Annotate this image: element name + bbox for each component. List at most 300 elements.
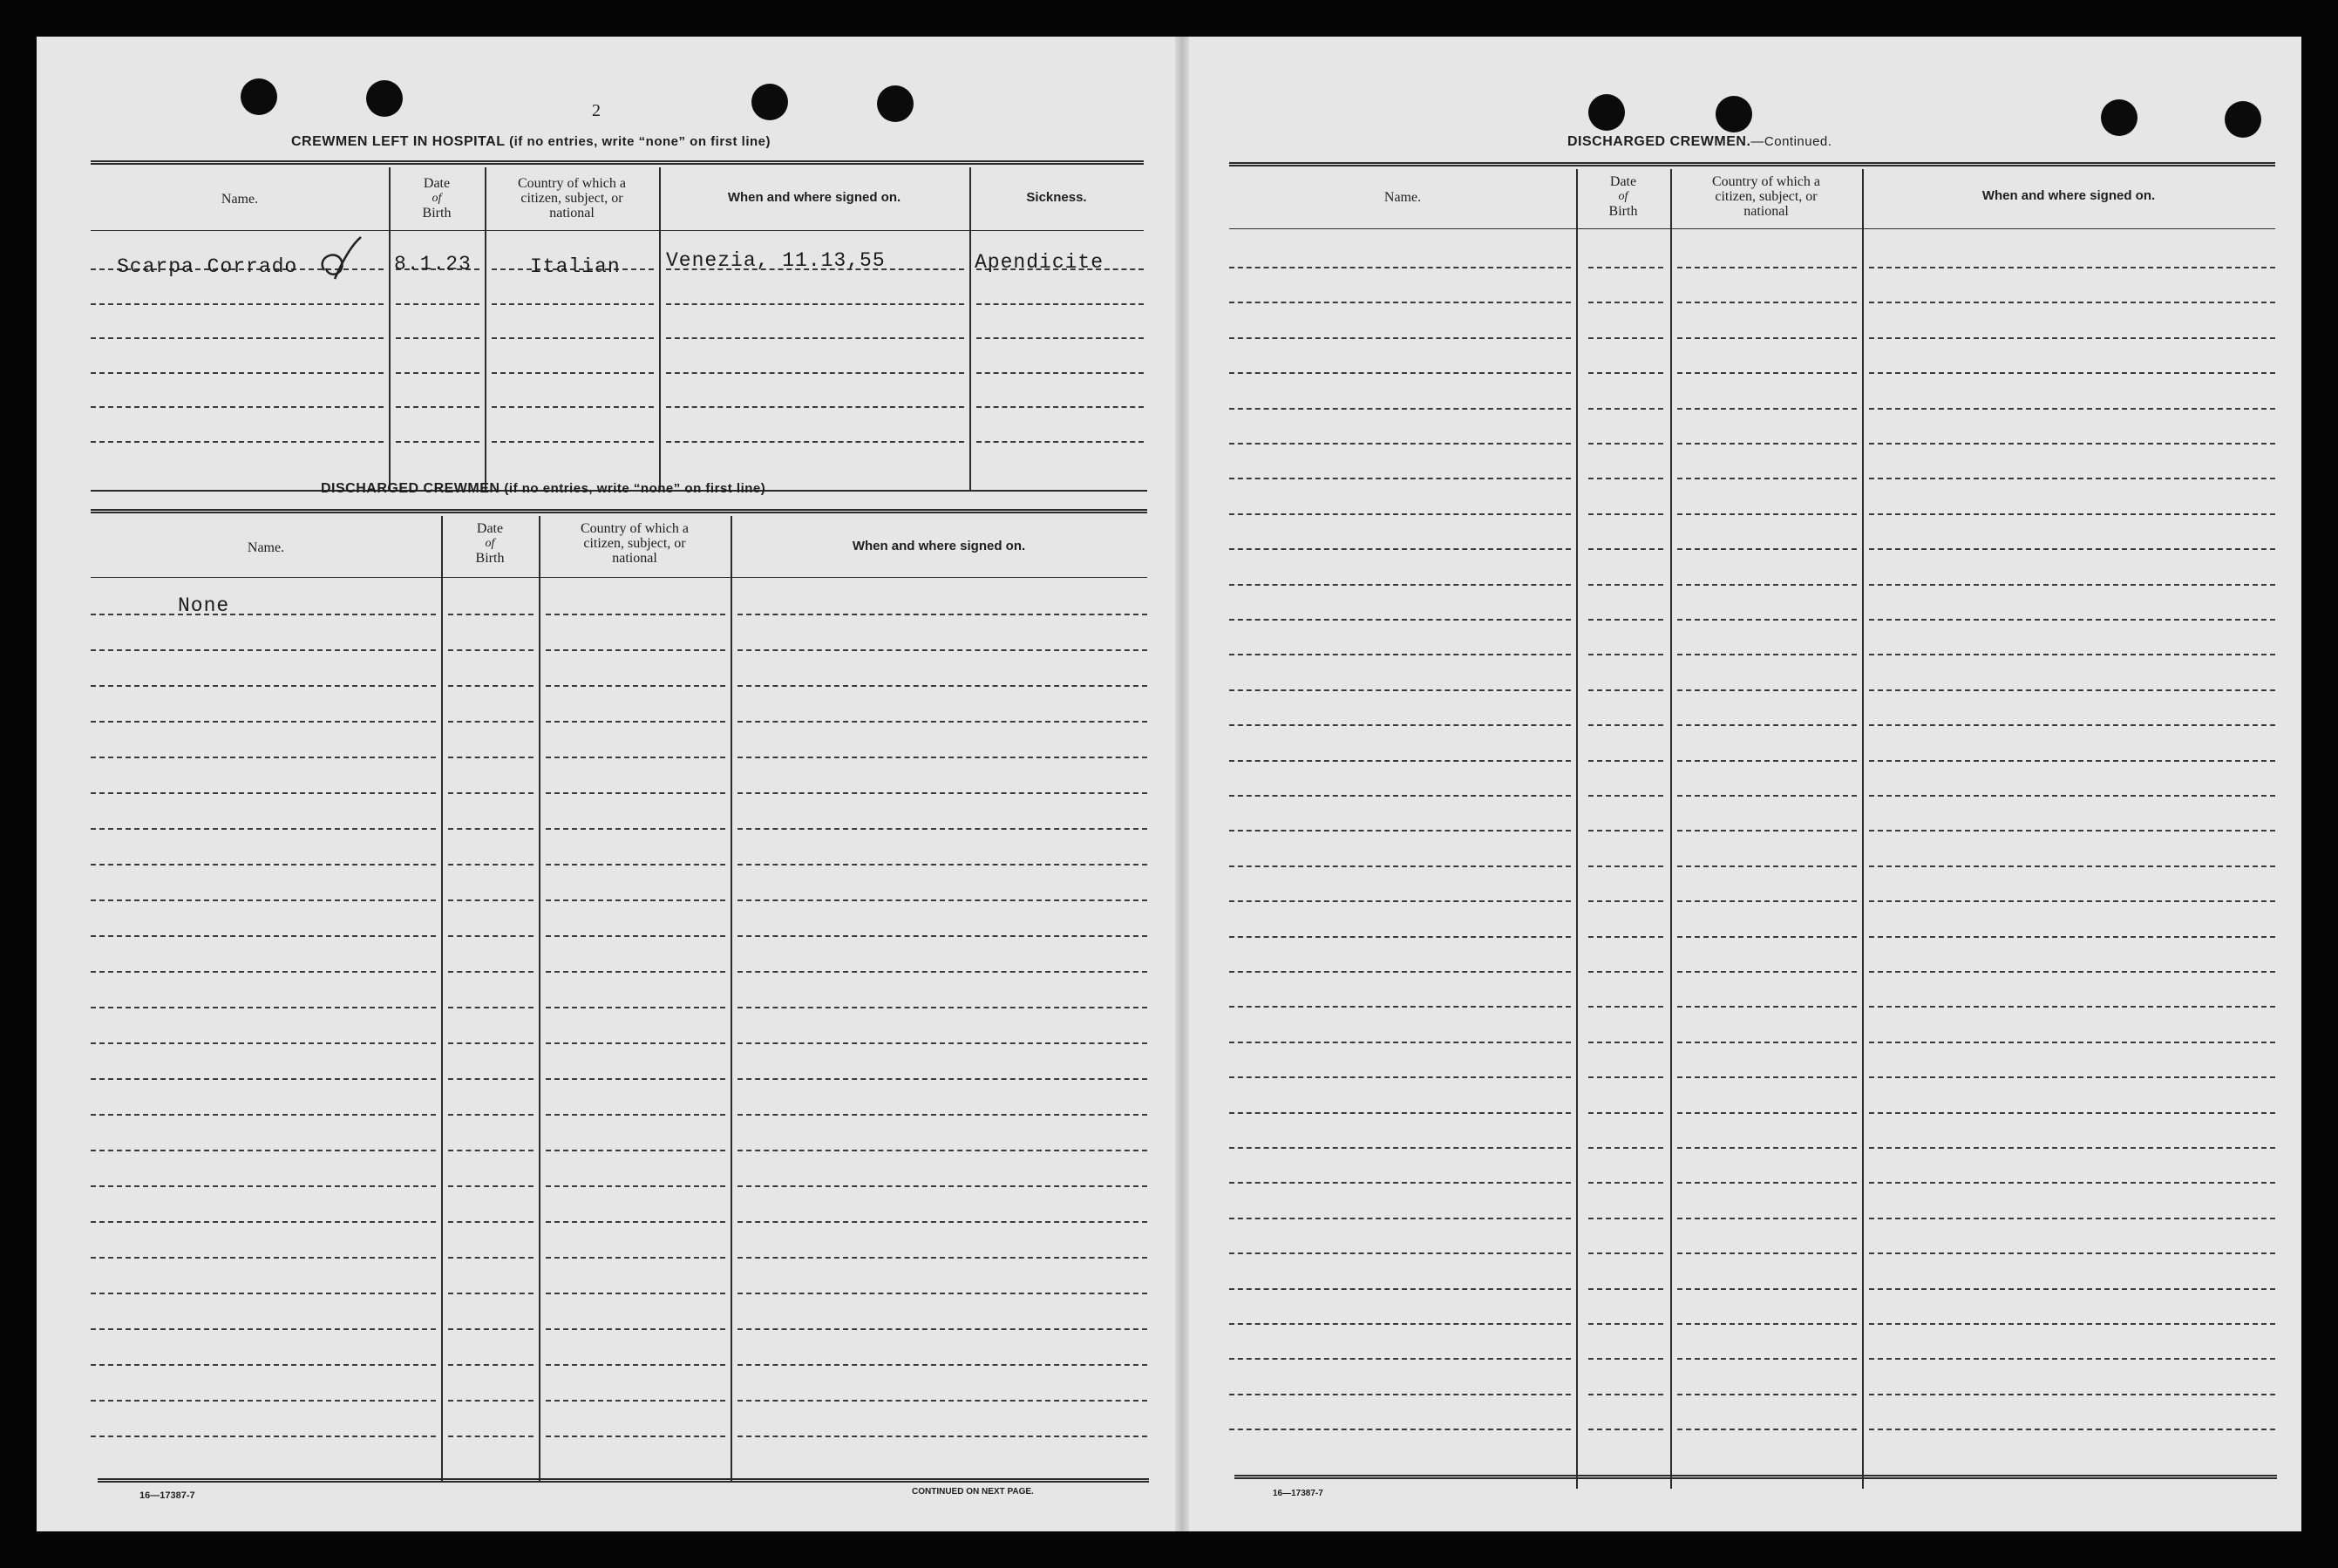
- dotted-line: [1588, 478, 1663, 479]
- dotted-line: [1677, 1112, 1857, 1114]
- dotted-line: [91, 1436, 436, 1437]
- dotted-line: [1229, 689, 1571, 691]
- dotted-line: [546, 792, 725, 794]
- dotted-line: [1869, 1182, 2275, 1184]
- dotted-line: [1229, 760, 1571, 762]
- dotted-line: [492, 372, 654, 374]
- dotted-line: [737, 757, 1147, 758]
- dotted-line: [1588, 1006, 1663, 1008]
- dotted-line: [546, 1114, 725, 1116]
- dotted-line: [1869, 1429, 2275, 1430]
- dotted-line: [1229, 865, 1571, 867]
- dotted-line: [546, 971, 725, 973]
- dotted-line: [91, 1078, 436, 1080]
- dotted-line: [1869, 795, 2275, 797]
- dotted-line: [546, 1436, 725, 1437]
- dotted-line: [737, 1042, 1147, 1044]
- dotted-line: [1869, 865, 2275, 867]
- dotted-line: [1229, 900, 1571, 902]
- dotted-line: [448, 1185, 534, 1187]
- dotted-line: [1229, 971, 1571, 973]
- dotted-line: [1869, 337, 2275, 339]
- dotted-line: [1229, 1429, 1571, 1430]
- punch-hole: [366, 80, 403, 117]
- dotted-line: [91, 441, 384, 443]
- dotted-line: [396, 406, 479, 408]
- right-title-continued: —Continued.: [1750, 134, 1832, 149]
- dotted-line: [1588, 513, 1663, 515]
- dotted-line: [1588, 724, 1663, 726]
- dotted-line: [1869, 830, 2275, 832]
- dotted-line: [1677, 1394, 1857, 1395]
- dotted-line: [91, 303, 384, 305]
- dotted-line: [1677, 1147, 1857, 1149]
- dotted-line: [1229, 1288, 1571, 1290]
- dotted-line: [1229, 1358, 1571, 1360]
- discharged-col-divider: [441, 516, 443, 1482]
- dotted-line: [546, 1150, 725, 1151]
- dotted-line: [666, 372, 964, 374]
- dotted-line: [448, 1007, 534, 1008]
- right-title-text: DISCHARGED CREWMEN.: [1567, 134, 1751, 149]
- country-line-3: national: [612, 551, 657, 566]
- dotted-line: [91, 935, 436, 937]
- dotted-line: [448, 685, 534, 687]
- dotted-line: [737, 899, 1147, 901]
- right-header-when-where: When and where signed on.: [1981, 188, 2156, 203]
- dotted-line: [1229, 654, 1571, 655]
- discharged-header-dob: [441, 521, 539, 566]
- dotted-line: [737, 935, 1147, 937]
- dotted-line: [1869, 760, 2275, 762]
- dotted-line: [492, 303, 654, 305]
- dotted-line: [1229, 1182, 1571, 1184]
- dotted-line: [448, 757, 534, 758]
- dotted-line: [448, 1150, 534, 1151]
- country-line-2: citizen, subject, or: [583, 536, 686, 551]
- right-col-divider: [1862, 169, 1864, 1489]
- dotted-line: [1588, 865, 1663, 867]
- punch-hole: [2101, 99, 2138, 136]
- country-line-3: national: [549, 206, 595, 221]
- hospital-header-name: Name.: [221, 192, 259, 207]
- dotted-line: [1588, 619, 1663, 621]
- dotted-line: [448, 828, 534, 830]
- dotted-line: [737, 1364, 1147, 1366]
- dotted-line: [1588, 795, 1663, 797]
- discharged-header-bottom-rule: [91, 577, 1147, 578]
- document-sheet: [37, 37, 2301, 1531]
- dotted-line: [546, 899, 725, 901]
- dotted-line: [1869, 1076, 2275, 1078]
- right-col-divider: [1670, 169, 1672, 1489]
- dob-line-1: Date: [476, 521, 504, 536]
- dotted-line: [1869, 1112, 2275, 1114]
- dotted-line: [737, 721, 1147, 723]
- dotted-line: [1869, 513, 2275, 515]
- dotted-line: [448, 792, 534, 794]
- dotted-line: [737, 1400, 1147, 1402]
- dotted-line: [1229, 478, 1571, 479]
- dotted-line: [1229, 302, 1571, 303]
- dotted-line: [448, 649, 534, 651]
- right-page-bottom-rule: [1234, 1475, 2277, 1479]
- dotted-line: [91, 757, 436, 758]
- dotted-line: [1588, 900, 1663, 902]
- dotted-line: [1588, 689, 1663, 691]
- discharged-header-country: [539, 521, 731, 566]
- dotted-line: [1229, 1218, 1571, 1219]
- dotted-line: [666, 337, 964, 339]
- dotted-line: [448, 864, 534, 865]
- dob-line-1: Date: [1609, 174, 1637, 189]
- dotted-line: [91, 1042, 436, 1044]
- dotted-line: [737, 685, 1147, 687]
- dotted-line: [1588, 1042, 1663, 1043]
- dotted-line: [1869, 619, 2275, 621]
- dotted-line: [1869, 654, 2275, 655]
- dotted-line: [91, 864, 436, 865]
- dotted-line: [492, 337, 654, 339]
- dotted-line: [91, 1114, 436, 1116]
- country-line-1: Country of which a: [581, 521, 689, 536]
- right-header-bottom-rule: [1229, 228, 2275, 229]
- dotted-line: [1677, 619, 1857, 621]
- dotted-line: [1869, 1042, 2275, 1043]
- dotted-line: [546, 721, 725, 723]
- dotted-line: [666, 303, 964, 305]
- dotted-line: [546, 1078, 725, 1080]
- hospital-col-divider: [969, 167, 971, 492]
- dotted-line: [1869, 1252, 2275, 1254]
- dotted-line: [1677, 1358, 1857, 1360]
- dotted-line: [737, 1257, 1147, 1259]
- dotted-line: [1229, 1076, 1571, 1078]
- discharged-table-top-rule: [91, 509, 1147, 513]
- dotted-line: [91, 1400, 436, 1402]
- hospital-title-note: (if no entries, write “none” on first line): [509, 134, 771, 149]
- left-footer-form-number: 16—17387-7: [139, 1490, 195, 1501]
- dotted-line: [1229, 936, 1571, 938]
- dotted-line: [546, 828, 725, 830]
- dotted-line: [1677, 478, 1857, 479]
- dotted-line: [546, 614, 725, 615]
- dotted-line: [1229, 372, 1571, 374]
- dotted-line: [737, 649, 1147, 651]
- dotted-line: [1869, 584, 2275, 586]
- dob-line-3: Birth: [422, 206, 452, 221]
- dotted-line: [1588, 302, 1663, 303]
- dotted-line: [1588, 1323, 1663, 1325]
- dotted-line: [1677, 1323, 1857, 1325]
- dotted-line: [546, 1042, 725, 1044]
- right-header-dob: [1576, 174, 1670, 219]
- dotted-line: [1677, 1288, 1857, 1290]
- dotted-line: [546, 1293, 725, 1294]
- dotted-line: [737, 1114, 1147, 1116]
- dotted-line: [1677, 548, 1857, 550]
- dotted-line: [737, 1150, 1147, 1151]
- dotted-line: [1677, 900, 1857, 902]
- dob-line-3: Birth: [475, 551, 505, 566]
- dotted-line: [492, 441, 654, 443]
- hospital-header-when-where: When and where signed on.: [727, 190, 901, 205]
- dotted-line: [1869, 971, 2275, 973]
- punch-hole: [751, 84, 788, 120]
- dotted-line: [448, 1328, 534, 1330]
- dotted-line: [1588, 1112, 1663, 1114]
- dotted-line: [976, 337, 1144, 339]
- punch-hole: [2225, 101, 2261, 138]
- dotted-line: [1229, 337, 1571, 339]
- dotted-line: [1229, 584, 1571, 586]
- discharged-section-title: [321, 481, 765, 497]
- hospital-header-dob: [389, 176, 485, 221]
- dotted-line: [1677, 760, 1857, 762]
- dotted-line: [91, 1221, 436, 1223]
- punch-hole: [1588, 94, 1625, 131]
- dotted-line: [1677, 1429, 1857, 1430]
- dotted-line: [492, 406, 654, 408]
- dotted-line: [666, 406, 964, 408]
- dotted-line: [1229, 267, 1571, 268]
- country-line-1: Country of which a: [518, 176, 626, 191]
- hospital-table-top-rule: [91, 160, 1144, 165]
- dotted-line: [1677, 795, 1857, 797]
- dotted-line: [1588, 1429, 1663, 1430]
- dotted-line: [546, 935, 725, 937]
- dotted-line: [1229, 1394, 1571, 1395]
- dotted-line: [1677, 337, 1857, 339]
- dotted-line: [1869, 1323, 2275, 1325]
- dotted-line: [737, 1328, 1147, 1330]
- punch-hole: [877, 85, 914, 122]
- right-section-title: [1567, 134, 1832, 150]
- hospital-section-title: [291, 134, 771, 150]
- page-fold: [1175, 37, 1189, 1531]
- right-header-country: [1670, 174, 1862, 219]
- dotted-line: [737, 792, 1147, 794]
- dotted-line: [1588, 971, 1663, 973]
- country-line-1: Country of which a: [1712, 174, 1820, 189]
- right-col-divider: [1576, 169, 1578, 1489]
- dotted-line: [448, 935, 534, 937]
- dotted-line: [546, 1328, 725, 1330]
- dob-line-2: of: [1618, 190, 1628, 203]
- dotted-line: [91, 1293, 436, 1294]
- dotted-line: [1677, 1076, 1857, 1078]
- dotted-line: [737, 1078, 1147, 1080]
- dotted-line: [91, 406, 384, 408]
- dotted-line: [448, 1078, 534, 1080]
- dotted-line: [1869, 689, 2275, 691]
- dotted-line: [448, 971, 534, 973]
- hospital-header-country: [485, 176, 659, 221]
- dotted-line: [1677, 372, 1857, 374]
- dotted-line: [91, 828, 436, 830]
- dotted-line: [1869, 1006, 2275, 1008]
- dotted-line: [91, 1150, 436, 1151]
- dotted-line: [1677, 936, 1857, 938]
- dotted-line: [546, 864, 725, 865]
- dotted-line: [448, 1436, 534, 1437]
- dotted-line: [546, 649, 725, 651]
- dotted-line: [1869, 372, 2275, 374]
- dotted-line: [1588, 1252, 1663, 1254]
- dotted-line: [546, 685, 725, 687]
- dotted-line: [91, 685, 436, 687]
- right-header-name: Name.: [1383, 190, 1422, 205]
- dotted-line: [546, 1257, 725, 1259]
- dotted-line: [1677, 1006, 1857, 1008]
- dotted-line: [976, 406, 1144, 408]
- dotted-line: [546, 1400, 725, 1402]
- dotted-line: [1677, 1218, 1857, 1219]
- dotted-line: [1677, 408, 1857, 410]
- dotted-line: [1677, 513, 1857, 515]
- dotted-line: [1229, 548, 1571, 550]
- dotted-line: [448, 1293, 534, 1294]
- dotted-line: [448, 1257, 534, 1259]
- dotted-line: [546, 1185, 725, 1187]
- dotted-line: [1588, 443, 1663, 445]
- hospital-entry-sickness: Apendicite: [975, 251, 1104, 274]
- dotted-line: [1229, 1323, 1571, 1325]
- hospital-header-bottom-rule: [91, 230, 1144, 231]
- dotted-line: [1677, 1042, 1857, 1043]
- dotted-line: [1677, 971, 1857, 973]
- punch-hole: [1716, 96, 1752, 132]
- dotted-line: [1588, 760, 1663, 762]
- dotted-line: [1869, 1147, 2275, 1149]
- dotted-line: [91, 721, 436, 723]
- dotted-line: [737, 614, 1147, 615]
- dotted-line: [1869, 936, 2275, 938]
- dotted-line: [737, 971, 1147, 973]
- dotted-line: [1677, 865, 1857, 867]
- dotted-line: [1677, 443, 1857, 445]
- dotted-line: [91, 614, 436, 615]
- punch-hole: [241, 78, 277, 115]
- discharged-header-name: Name.: [247, 540, 285, 555]
- dotted-line: [1588, 830, 1663, 832]
- discharged-header-when-where: When and where signed on.: [852, 539, 1026, 553]
- hospital-entry-name: Scarpa Corrado: [117, 255, 298, 278]
- dotted-line: [737, 1185, 1147, 1187]
- discharged-title-text: DISCHARGED CREWMEN: [321, 481, 500, 496]
- dotted-line: [448, 1364, 534, 1366]
- dotted-line: [546, 1007, 725, 1008]
- hospital-col-divider: [659, 167, 661, 492]
- country-line-3: national: [1743, 204, 1789, 219]
- dotted-line: [448, 721, 534, 723]
- dotted-line: [976, 372, 1144, 374]
- dotted-line: [1677, 724, 1857, 726]
- dotted-line: [1869, 1288, 2275, 1290]
- dotted-line: [91, 971, 436, 973]
- dotted-line: [546, 757, 725, 758]
- dotted-line: [1677, 830, 1857, 832]
- dotted-line: [1229, 724, 1571, 726]
- dotted-line: [737, 1007, 1147, 1008]
- dotted-line: [1677, 654, 1857, 655]
- dotted-line: [1229, 619, 1571, 621]
- hospital-header-sickness: Sickness.: [1026, 190, 1087, 205]
- dotted-line: [396, 337, 479, 339]
- dotted-line: [1869, 1218, 2275, 1219]
- dotted-line: [1677, 1252, 1857, 1254]
- continued-notice: CONTINUED ON NEXT PAGE.: [912, 1487, 1034, 1497]
- dotted-line: [1229, 1147, 1571, 1149]
- handwritten-check-mark: [316, 235, 377, 288]
- dotted-line: [1229, 795, 1571, 797]
- dotted-line: [448, 1042, 534, 1044]
- country-line-2: citizen, subject, or: [520, 191, 623, 206]
- discharged-col-divider: [731, 516, 732, 1482]
- dotted-line: [448, 899, 534, 901]
- dotted-line: [1677, 302, 1857, 303]
- right-footer-form-number: 16—17387-7: [1273, 1489, 1323, 1498]
- dotted-line: [1588, 337, 1663, 339]
- dotted-line: [1869, 548, 2275, 550]
- dob-line-3: Birth: [1608, 204, 1638, 219]
- dotted-line: [1588, 936, 1663, 938]
- dotted-line: [1229, 1252, 1571, 1254]
- dotted-line: [1588, 1076, 1663, 1078]
- dotted-line: [976, 303, 1144, 305]
- dotted-line: [91, 1185, 436, 1187]
- dotted-line: [737, 1293, 1147, 1294]
- hospital-entry-signed-on: Venezia, 11.13,55: [666, 249, 886, 272]
- dotted-line: [1588, 1218, 1663, 1219]
- dotted-line: [1229, 1042, 1571, 1043]
- dotted-line: [1229, 513, 1571, 515]
- country-line-2: citizen, subject, or: [1715, 189, 1818, 204]
- dotted-line: [91, 1257, 436, 1259]
- dotted-line: [91, 649, 436, 651]
- dotted-line: [1588, 1288, 1663, 1290]
- dotted-line: [1229, 1006, 1571, 1008]
- dotted-line: [546, 1364, 725, 1366]
- dob-line-2: of: [432, 192, 442, 205]
- discharged-entry-name: None: [178, 594, 230, 617]
- dotted-line: [448, 614, 534, 615]
- dob-line-2: of: [485, 537, 495, 550]
- dotted-line: [1588, 1358, 1663, 1360]
- dotted-line: [91, 1328, 436, 1330]
- dotted-line: [1588, 584, 1663, 586]
- dotted-line: [1869, 443, 2275, 445]
- dotted-line: [448, 1400, 534, 1402]
- dotted-line: [1869, 478, 2275, 479]
- dotted-line: [737, 864, 1147, 865]
- dotted-line: [1869, 267, 2275, 268]
- dotted-line: [91, 792, 436, 794]
- dotted-line: [1588, 372, 1663, 374]
- dotted-line: [1588, 1394, 1663, 1395]
- dotted-line: [1588, 654, 1663, 655]
- dotted-line: [737, 1221, 1147, 1223]
- hospital-entry-country: Italian: [530, 255, 621, 278]
- dotted-line: [1869, 900, 2275, 902]
- dotted-line: [91, 899, 436, 901]
- dotted-line: [1677, 584, 1857, 586]
- dotted-line: [1229, 1112, 1571, 1114]
- discharged-col-divider: [539, 516, 540, 1482]
- dotted-line: [91, 337, 384, 339]
- discharged-title-note: (if no entries, write “none” on first line): [504, 481, 766, 496]
- dotted-line: [396, 441, 479, 443]
